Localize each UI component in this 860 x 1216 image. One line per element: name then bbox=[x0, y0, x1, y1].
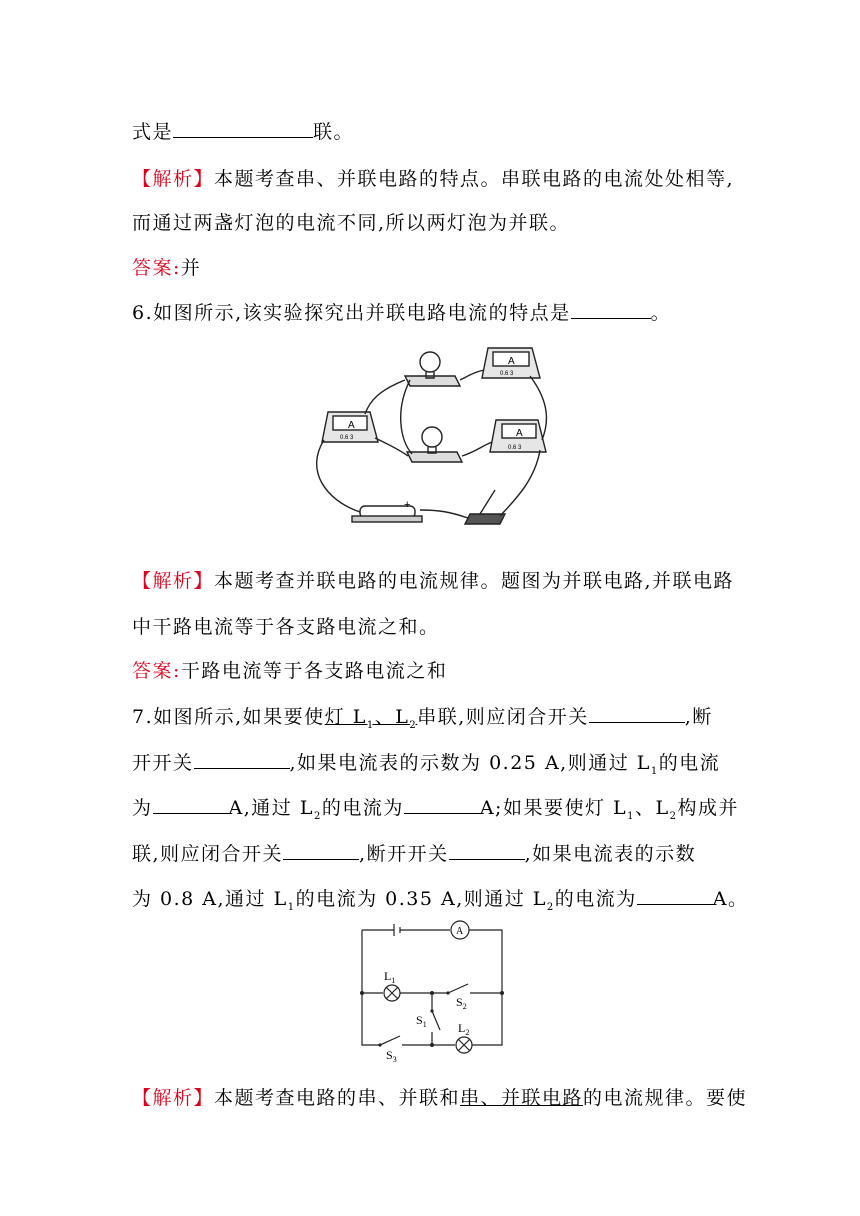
s1-label: $S_1$ bbox=[416, 1013, 427, 1029]
answer-blank bbox=[173, 119, 313, 138]
scale-label: 0.6 3 bbox=[340, 435, 354, 441]
answer-tag: 答案: bbox=[132, 257, 181, 279]
answer-blank bbox=[637, 886, 713, 905]
answer-blank bbox=[283, 841, 359, 860]
analysis-tag: 【解析】 bbox=[132, 1087, 215, 1109]
ammeter-label: A bbox=[516, 428, 523, 439]
question-7-line: 7.如图所示,如果要使灯 $L_1$、$L_2$串联,则应闭合开关 ,断 bbox=[132, 706, 713, 731]
analysis-tag: 【解析】 bbox=[132, 570, 215, 592]
answer-blank bbox=[589, 704, 685, 723]
analysis-line: 中干路电流等于各支路电流之和。 bbox=[132, 616, 440, 638]
experiment-figure bbox=[300, 340, 560, 530]
question-7-line: 联,则应闭合开关 ,断开开关 ,如果电流表的示数 bbox=[132, 843, 697, 865]
question-7-line: 开开关 ,如果电流表的示数为 0.25 A,则通过 $L_1$的电流 bbox=[132, 752, 721, 777]
answer-blank bbox=[404, 795, 480, 814]
ammeter-label: A bbox=[508, 356, 515, 367]
analysis-tag: 【解析】 bbox=[132, 168, 215, 190]
question-6: 6.如图所示,该实验探究出并联电路电流的特点是 。 bbox=[132, 302, 672, 324]
battery-plus: + bbox=[404, 499, 411, 511]
s2-label: $S_2$ bbox=[456, 995, 467, 1011]
analysis-line: 【解析】本题考查并联电路的电流规律。题图为并联电路,并联电路 bbox=[132, 570, 735, 592]
analysis-line: 而通过两盏灯泡的电流不同,所以两灯泡为并联。 bbox=[132, 212, 571, 234]
text-line: 式是 联。 bbox=[132, 121, 355, 143]
analysis-line: 【解析】本题考查电路的串、并联和串、并联电路的电流规律。要使 bbox=[132, 1087, 748, 1109]
l1-label: $L_1$ bbox=[384, 969, 396, 985]
question-7-line: 为 0.8 A,通过 $L_1$的电流为 0.35 A,则通过 $L_2$的电流为 A。 bbox=[132, 888, 749, 913]
answer-line: 答案:并 bbox=[132, 257, 202, 279]
l2-label: $L_2$ bbox=[458, 1021, 470, 1037]
answer-blank bbox=[153, 795, 229, 814]
answer-tag: 答案: bbox=[132, 660, 181, 682]
circuit-diagram bbox=[350, 918, 510, 1063]
answer-blank bbox=[194, 750, 290, 769]
scale-label: 0.6 3 bbox=[508, 445, 522, 451]
analysis-line: 【解析】本题考查串、并联电路的特点。串联电路的电流处处相等, bbox=[132, 168, 735, 190]
scale-label: 0.6 3 bbox=[500, 371, 514, 377]
question-7-line: 为 A,通过 $L_2$的电流为 A;如果要使灯 $L_1$、$L_2$构成并 bbox=[132, 797, 739, 822]
s3-label: $S_3$ bbox=[386, 1048, 397, 1063]
ammeter-label: A bbox=[348, 420, 355, 431]
answer-line: 答案:干路电流等于各支路电流之和 bbox=[132, 660, 448, 682]
ammeter-symbol: A bbox=[456, 926, 464, 937]
answer-blank bbox=[571, 300, 651, 319]
answer-blank bbox=[449, 841, 525, 860]
